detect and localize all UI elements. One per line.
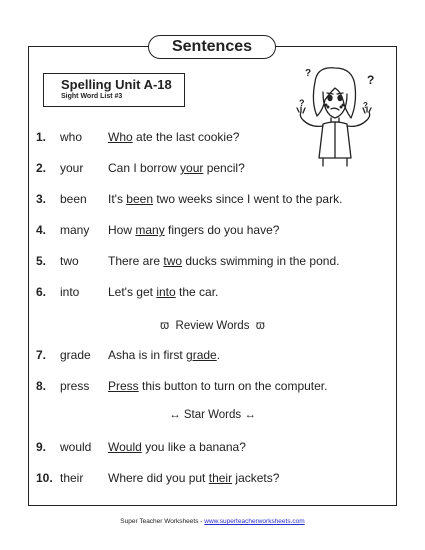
sentence-key-word: grade (186, 348, 217, 362)
sentence-key-word: their (208, 471, 233, 485)
svg-text:?: ? (305, 68, 312, 79)
unit-subtitle: Sight Word List #3 (61, 93, 123, 100)
spelling-word: would (60, 440, 92, 454)
page-title: Sentences (148, 35, 276, 59)
sentence-end: this button to turn on the computer. (138, 379, 328, 393)
sentence (108, 190, 342, 208)
sentence-key-word: into (156, 285, 176, 299)
sentence-end: ducks swimming in the pond. (182, 254, 340, 268)
item-number: 8. (36, 379, 47, 393)
sentence-start: Asha is in first (108, 348, 187, 362)
unit-box (43, 73, 185, 107)
star-words-label: Star Words (183, 409, 242, 421)
spelling-word: grade (60, 348, 91, 362)
sentence-end: pencil? (203, 161, 245, 175)
sentence-key-word: been (126, 192, 153, 206)
item-number: 7. (36, 348, 47, 362)
double-arrow-icon: ↔ (169, 409, 181, 421)
item-number: 2. (36, 161, 47, 175)
footer-text: Super Teacher Worksheets - (120, 518, 205, 525)
sentence (108, 252, 339, 270)
sentence-row (0, 377, 425, 395)
sentence-end: you like a banana? (141, 440, 246, 454)
footer-link[interactable]: www.superteacherworksheets.com (204, 518, 305, 525)
sentence-row (0, 438, 425, 456)
spelling-word: been (60, 192, 87, 206)
unit-title: Spelling Unit A-18 (61, 77, 172, 92)
item-number: 10. (36, 471, 53, 485)
sentence (108, 377, 327, 395)
review-words-heading (0, 318, 425, 334)
review-words-label: Review Words (175, 320, 250, 332)
item-number: 6. (36, 285, 47, 299)
sentence-row (0, 283, 425, 301)
sentence (108, 221, 279, 239)
sentence-key-word: many (135, 223, 165, 237)
spelling-word: their (60, 471, 84, 485)
sentence (108, 438, 246, 456)
spelling-word: your (60, 161, 84, 175)
sentence-row (0, 190, 425, 208)
item-number: 1. (36, 130, 47, 144)
sentence-end: . (216, 348, 221, 362)
sentence (108, 283, 218, 301)
sentence-row (0, 252, 425, 270)
spelling-word: into (60, 285, 80, 299)
sentence-row (0, 221, 425, 239)
svg-text:?: ? (367, 73, 375, 87)
sentence-start: Can I borrow (108, 161, 181, 175)
sentence-key-word: two (163, 254, 183, 268)
sentence (108, 469, 279, 487)
sentence-start: Let's get (108, 285, 157, 299)
sentence-end: the car. (175, 285, 219, 299)
item-number: 5. (36, 254, 47, 268)
sentence-end: ate the last cookie? (132, 130, 240, 144)
sentence-end: jackets? (232, 471, 280, 485)
sentence-key-word: Would (108, 440, 142, 454)
star-words-heading (0, 407, 425, 423)
sentence-key-word: Press (108, 379, 139, 393)
sentence (108, 346, 220, 364)
svg-text:?: ? (363, 101, 368, 110)
sentence-row (0, 128, 425, 146)
spelling-word: two (60, 254, 79, 268)
item-number: 9. (36, 440, 47, 454)
sentence-start: There are (108, 254, 164, 268)
sentence-start: How (108, 223, 136, 237)
item-number: 3. (36, 192, 47, 206)
double-arrow-icon: ↔ (244, 409, 256, 421)
review-icon: ϖ (160, 320, 170, 332)
spelling-word: who (60, 130, 83, 144)
review-icon: ϖ (255, 320, 265, 332)
item-number: 4. (36, 223, 47, 237)
sentence-row (0, 469, 425, 487)
sentence-start: It's (108, 192, 127, 206)
spelling-word: press (60, 379, 90, 393)
spelling-word: many (60, 223, 90, 237)
sentence-key-word: your (180, 161, 204, 175)
footer (0, 517, 425, 526)
sentence-row (0, 159, 425, 177)
svg-text:?: ? (299, 98, 305, 108)
confused-girl-illustration (283, 62, 383, 172)
sentence-end: two weeks since I went to the park. (153, 192, 343, 206)
sentence-key-word: Who (108, 130, 133, 144)
sentence (108, 159, 245, 177)
sentence-start: Where did you put (108, 471, 209, 485)
sentence (108, 128, 239, 146)
sentence-row (0, 346, 425, 364)
sentence-end: fingers do you have? (164, 223, 280, 237)
